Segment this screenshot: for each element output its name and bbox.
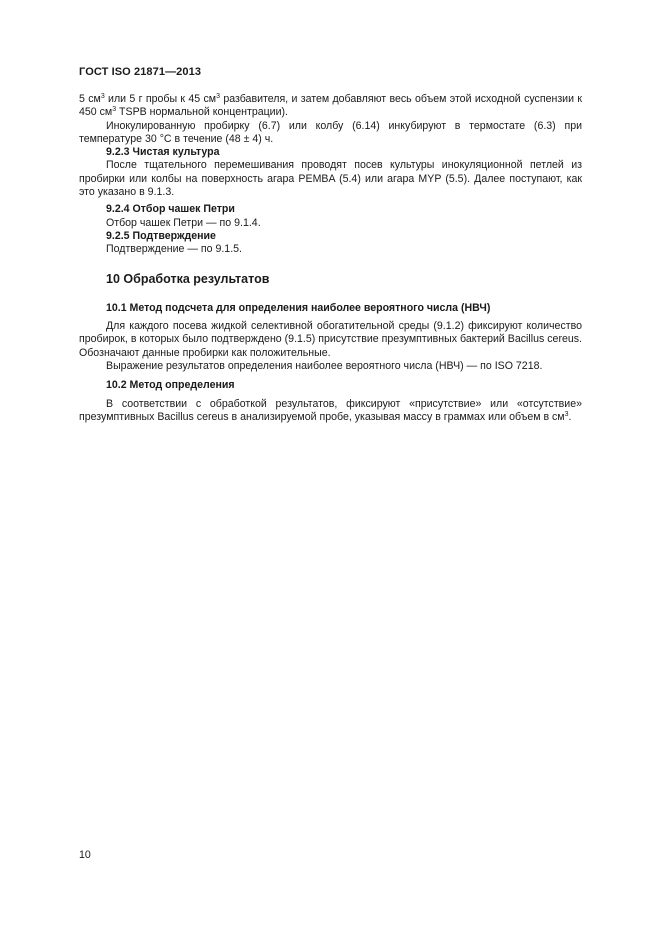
superscript: 3 (564, 410, 569, 418)
text-run: разбавителя, и затем добавляют весь объем этой исходной суспензии к 450 см (79, 93, 582, 119)
running-header: ГОСТ ISO 21871—2013 (79, 66, 202, 78)
paragraph-mpn-count: Для каждого посева жидкой селективной обогатительной среды (9.1.2) фиксируют количество пробирок, в которых было подтверждено (9.1.5) присутствие презумптивных бактерий Bacillus cereus. Обозначают данные пробирки как положительные. (79, 320, 582, 359)
paragraph-pure-culture: После тщательного перемешивания проводят посев культуры инокуляционной петлей из пробирки или колбы на поверхность агара PEMBA (5.4) или агара MYP (5.5). Далее поступают, как это указано в 9.1.3. (79, 159, 582, 199)
section-heading-10: 10 Обработка результатов (106, 271, 270, 286)
subsection-heading-9-2-4: 9.2.4 Отбор чашек Петри (106, 203, 235, 216)
paragraph-continuation (79, 93, 582, 120)
paragraph-confirmation: Подтверждение — по 9.1.5. (106, 243, 242, 256)
subsection-heading-9-2-3: 9.2.3 Чистая культура (106, 146, 220, 159)
text-run: 5 см (79, 93, 101, 105)
text-run: или 5 г пробы к 45 см (104, 93, 217, 105)
paragraph-incubation: Инокулированную пробирку (6.7) или колбу (6.14) инкубируют в термостате (6.3) при температуре 30 °С в течение (48 ± 4) ч. (79, 119, 582, 145)
text-run: В соответствии с обработкой результатов, фиксируют «присутствие» или «отсутствие» презумптивных Bacillus cereus в анализируемой пробе, указывая массу в граммах или объем в см (79, 397, 582, 423)
superscript: 3 (100, 93, 105, 100)
text-run: TSPB нормальной концентрации). (116, 106, 288, 119)
page-content (79, 93, 582, 424)
superscript: 3 (216, 93, 220, 100)
superscript: 3 (112, 106, 117, 114)
subsection-heading-9-2-5: 9.2.5 Подтверждение (106, 229, 216, 242)
paragraph-petri-selection: Отбор чашек Петри — по 9.1.4. (106, 216, 261, 229)
page-number: 10 (79, 849, 91, 861)
subsection-heading-10-2: 10.2 Метод определения (106, 379, 235, 392)
paragraph-detection-method (79, 398, 582, 425)
subsection-heading-10-1: 10.1 Метод подсчета для определения наиболее вероятного числа (НВЧ) (106, 301, 491, 314)
text-run: . (568, 410, 572, 423)
paragraph-mpn-expression: Выражение результатов определения наиболее вероятного числа (НВЧ) — по ISO 7218. (106, 360, 543, 373)
